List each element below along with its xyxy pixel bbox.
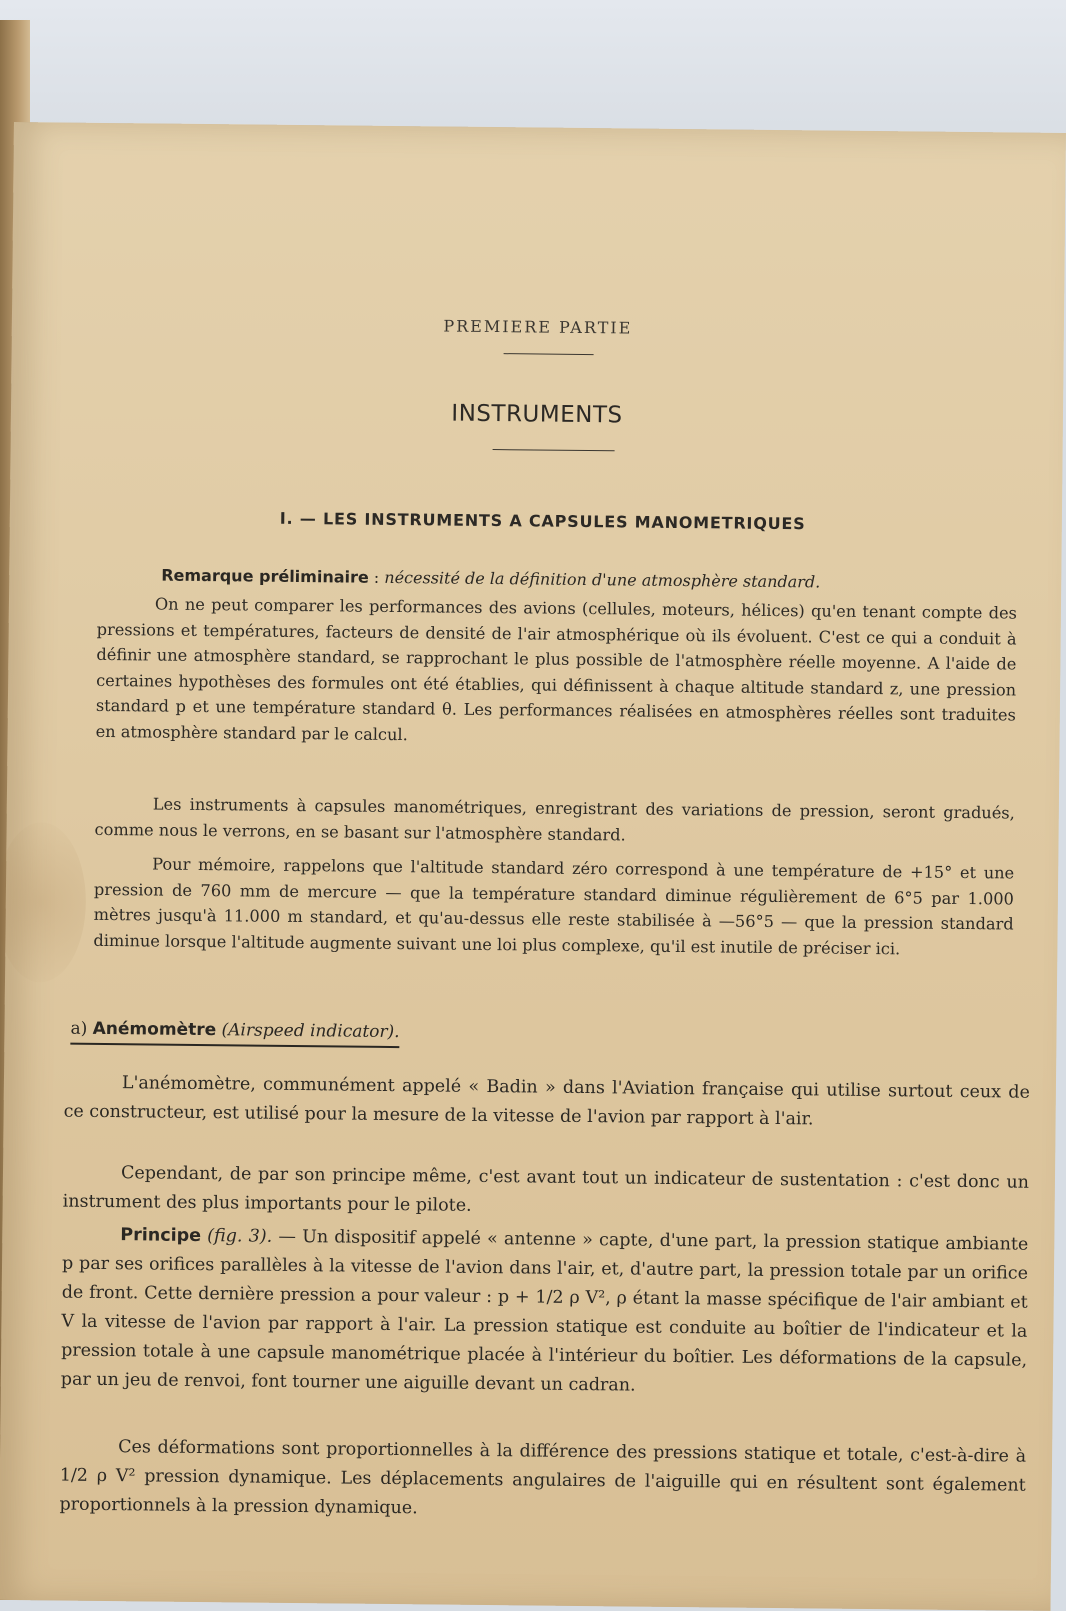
part-heading-rule: [504, 353, 594, 355]
remark-label: Remarque préliminaire: [161, 565, 369, 587]
title-rule: [493, 449, 615, 451]
page-title: INSTRUMENTS: [451, 400, 623, 429]
paragraph-sustentation: Cependant, de par son principe même, c'est avant tout un indicateur de sustentation : c'est donc un instrument des plus importants pour le pilote.: [62, 1163, 1030, 1216]
remark-separator: :: [368, 567, 385, 587]
subsection-heading: [70, 1019, 399, 1048]
paragraph-badin: L'anémomètre, communément appelé « Badin » dans l'Aviation française qui utilise surtout ceux de ce constructeur, est utilisé pour la mesure de la vitesse de l'avion par rapport à l'air.: [63, 1073, 1030, 1130]
document-page: [0, 122, 1066, 1611]
remark-text: nécessité de la définition d'une atmosphère standard.: [384, 567, 821, 592]
subsection-prefix: a): [70, 1018, 88, 1039]
page-stain: [0, 822, 87, 983]
principle-label: Principe: [120, 1225, 202, 1247]
remark-line: [161, 566, 820, 592]
paragraph-principle: [61, 1221, 1029, 1405]
subsection-subtitle: (Airspeed indicator).: [221, 1020, 400, 1043]
paragraph-reminder: Pour mémoire, rappelons que l'altitude standard zéro correspond à une température de +15° et une pression de 760 mm de mercure — que la température standard diminue régulièrement de 6°5 par 1.000 mètres jusqu'à 11.000 m standard, et qu'au-dessus elle reste stabilisée à —56°5 — que la pression standard diminue lorsque l'altitude augmente suivant une loi plus complexe, qu'il est inutile de préciser ici.: [93, 854, 1015, 958]
principle-figure-ref: (fig. 3).: [207, 1226, 273, 1247]
background-surface: [0, 0, 1066, 140]
principle-text: — Un dispositif appelé « antenne » capte, d'une part, la pression statique ambiante p par ses orifices parallèles à la vitesse de l'avion dans l'air, et, d'autre part, la pression totale par un orifice de front. Cette dernière pression a pour valeur : p + 1/2 ρ V², ρ étant la masse spécifique de l'air ambiant et V la vitesse de l'avion par rapport à l'air. La pression statique est conduite au boîtier de l'indicateur et la pression totale à une capsule manométrique placée à l'intérieur du boîtier. Les déformations de la capsule, par un jeu de renvoi, font tourner une aiguille devant un cadran.: [60, 1226, 1029, 1396]
part-heading: PREMIERE PARTIE: [443, 316, 633, 338]
paragraph-deformations: Ces déformations sont proportionnelles à la différence des pressions statique et totale, c'est-à-dire à 1/2 ρ V² pression dynamique. Les déplacements angulaires de l'aiguille qui en résultent sont également proportionnels à la pression dynamique.: [59, 1437, 1027, 1519]
paragraph-graduation: Les instruments à capsules manométriques, enregistrant des variations de pression, seront gradués, comme nous le verrons, en se basant sur l'atmosphère standard.: [94, 794, 1015, 844]
paragraph-standard-atmosphere: On ne peut comparer les performances des avions (cellules, moteurs, hélices) qu'en tenant compte des pressions et températures, facteurs de densité de l'air atmosphérique où ils évoluent. C'est ce qui a conduit à définir une atmosphère standard, se rapprochant le plus possible de l'atmosphère réelle moyenne. A l'aide de certaines hypothèses des formules ont été établies, qui définissent à chaque altitude standard z, une pression standard p et une température standard θ. Les performances réalisées en atmosphères réelles sont traduites en atmosphère standard par le calcul.: [95, 594, 1018, 744]
section-title: I. — LES INSTRUMENTS A CAPSULES MANOMETRIQUES: [279, 508, 806, 534]
subsection-title: Anémomètre: [92, 1018, 217, 1041]
